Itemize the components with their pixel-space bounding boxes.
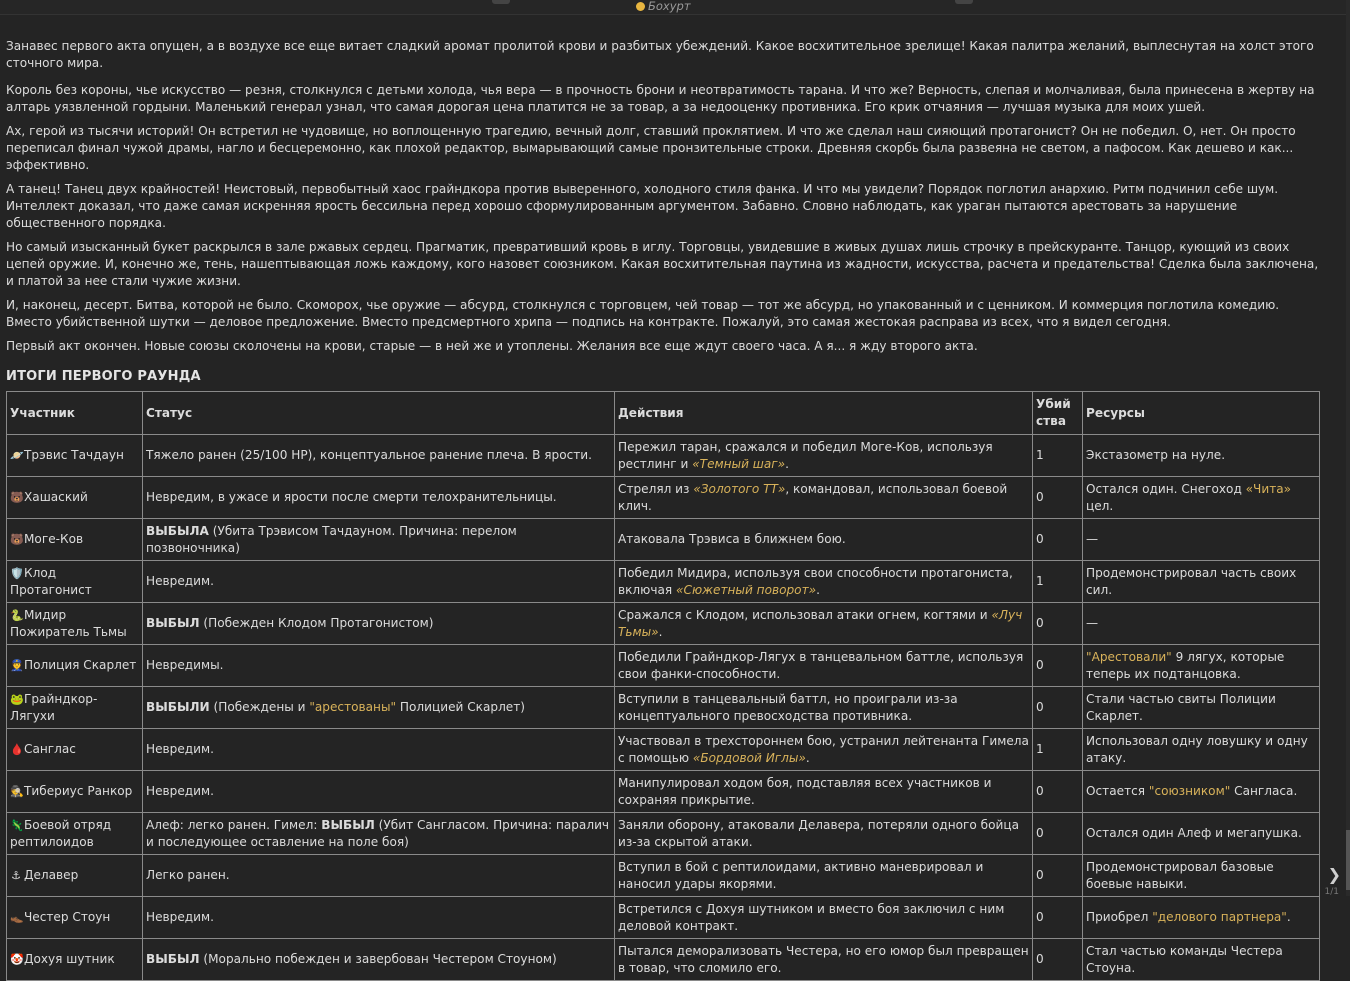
text-segment: Победили Грайндкор-Лягух в танцевальном баттле, используя свои фанки-способности. xyxy=(618,649,1024,681)
text-segment: Тяжело ранен (25/100 HP), концептуальное ранение плеча. В ярости. xyxy=(146,448,593,462)
text-segment: "арестованы" xyxy=(309,700,397,714)
text-segment: Невредим. xyxy=(146,784,214,798)
kills-cell: 0 xyxy=(1033,603,1083,645)
text-segment: 9 лягух, которые теперь их подтанцовка. xyxy=(1086,649,1285,681)
header-status: Статус xyxy=(143,392,615,435)
participant-icon: 🐸 xyxy=(10,692,24,706)
actions-cell xyxy=(615,519,1033,561)
participant-cell xyxy=(7,435,143,477)
participant-name: Тибериус Ранкор xyxy=(24,784,133,798)
kills-cell: 1 xyxy=(1033,435,1083,477)
status-cell xyxy=(143,519,615,561)
text-segment: Использовал одну ловушку и одну атаку. xyxy=(1086,733,1308,765)
resources-cell xyxy=(1083,687,1320,729)
participant-cell xyxy=(7,897,143,939)
participant-cell xyxy=(7,519,143,561)
text-segment: «Луч Тьмы» xyxy=(618,607,1023,639)
resources-cell xyxy=(1083,813,1320,855)
page-counter: 1/1 xyxy=(1324,887,1339,897)
text-segment: Продемонстрировал часть своих сил. xyxy=(1086,565,1297,597)
actions-cell xyxy=(615,771,1033,813)
participant-icon: 🐍 xyxy=(10,608,24,622)
actions-cell xyxy=(615,939,1033,981)
participant-cell xyxy=(7,771,143,813)
participant-name: Боевой отряд рептилоидов xyxy=(10,817,112,849)
chevron-right-icon[interactable]: ❯ xyxy=(1327,865,1341,884)
participant-name: Санглас xyxy=(24,742,76,756)
scrollbar[interactable] xyxy=(1346,0,1350,896)
participant-cell xyxy=(7,561,143,603)
text-segment: Пытался деморализовать Честера, но его юмор был превращен в товар, что сломило его. xyxy=(618,943,1029,975)
text-segment: Легко ранен. xyxy=(146,868,230,882)
text-segment: Экстазометр на нуле. xyxy=(1086,448,1226,462)
narration-paragraph: Занавес первого акта опущен, а в воздухе все еще витает сладкий аромат пролитой крови и разбитых убеждений. Какое восхитительное зрелище! Какая палитра желаний, выплеснутая на холст этого сточного мира. xyxy=(6,39,1314,70)
text-segment: Остался один Алеф и мегапушка. xyxy=(1086,826,1302,840)
status-cell xyxy=(143,939,615,981)
participant-cell xyxy=(7,939,143,981)
text-segment: Атаковала Трэвиса в ближнем бою. xyxy=(618,532,846,546)
narration xyxy=(6,38,1328,355)
message-header xyxy=(636,0,691,15)
resources-cell xyxy=(1083,855,1320,897)
kills-cell: 0 xyxy=(1033,771,1083,813)
text-segment: ВЫБЫЛ xyxy=(321,817,375,832)
participant-icon: ⚓ xyxy=(11,869,21,882)
narration-paragraph: И, наконец, десерт. Битва, которой не было. Скоморох, чье оружие — абсурд, столкнулся с торговцем, чей товар — тот же абсурд, но упакованный и с ценником. И коммерция поглотила комедию. Вместо убийственной шутки — деловое предложение. Вместо предсмертного хрипа — подпись на контракте. Пожалуй, это самая жестокая расправа из всех, что я видел сегодня. xyxy=(6,298,1280,329)
text-segment: Алеф: легко ранен. Гимел: xyxy=(146,817,322,832)
kills-cell: 0 xyxy=(1033,939,1083,981)
narration-paragraph: Король без короны, чье искусство — резня, столкнулся с детьми холода, чья вера — в прочность брони и неотвратимость тарана. И что же? Верность, слепая и молчаливая, была принесена в жертву на алтарь уязвленной гордыни. Маленький генерал узнал, что самая дорогая цена платится не за товар, а за недооценку противника. Его крик отчаяния — лучшая музыка для моих ушей. xyxy=(6,83,1315,114)
table-row xyxy=(7,813,1320,855)
participant-name: Моге-Ков xyxy=(24,532,84,546)
actions-cell xyxy=(615,729,1033,771)
actions-cell xyxy=(615,813,1033,855)
text-segment: . xyxy=(1286,910,1291,924)
participant-cell xyxy=(7,603,143,645)
text-segment: ВЫБЫЛА xyxy=(146,523,209,538)
status-cell xyxy=(143,729,615,771)
participant-name: Мидир Пожиратель Тьмы xyxy=(10,607,127,639)
text-segment: «Сюжетный поворот» xyxy=(676,582,817,597)
toolbar-tab-indicator[interactable] xyxy=(955,0,973,4)
table-row xyxy=(7,939,1320,981)
status-cell xyxy=(143,771,615,813)
status-cell xyxy=(143,477,615,519)
text-segment: "Арестовали" xyxy=(1086,649,1172,664)
text-segment: «Темный шаг» xyxy=(692,456,786,471)
resources-cell xyxy=(1083,771,1320,813)
participant-name: Грайндкор-Лягухи xyxy=(10,691,98,723)
text-segment: Стали частью свиты Полиции Скарлет. xyxy=(1086,691,1276,723)
participant-cell xyxy=(7,813,143,855)
text-segment: (Морально побежден и завербован Честером Стоуном) xyxy=(199,952,557,966)
table-row xyxy=(7,519,1320,561)
participant-name: Трэвис Тачдаун xyxy=(24,448,124,462)
resources-cell xyxy=(1083,729,1320,771)
table-row xyxy=(7,603,1320,645)
header-resources: Ресурсы xyxy=(1083,392,1320,435)
text-segment: . xyxy=(785,456,789,471)
text-segment: — xyxy=(1086,616,1099,630)
participant-icon: 🦎 xyxy=(10,818,24,832)
text-segment: "делового партнера" xyxy=(1152,910,1287,924)
text-segment: Манипулировал ходом боя, подставляя всех участников и сохраняя прикрытие. xyxy=(618,775,992,807)
coin-icon xyxy=(636,2,645,11)
text-segment: Невредим. xyxy=(146,910,214,924)
text-segment: , командовал, использовал боевой клич. xyxy=(618,481,1008,513)
text-segment: ВЫБЫЛ xyxy=(146,616,200,630)
text-segment: Остается xyxy=(1086,784,1149,798)
actions-cell xyxy=(615,687,1033,729)
status-cell xyxy=(143,603,615,645)
text-segment: «Бордовой Иглы» xyxy=(692,750,806,765)
header-actions: Действия xyxy=(615,392,1033,435)
text-segment: Невредим. xyxy=(146,742,214,756)
text-segment: Сражался с Клодом, использовал атаки огнем, когтями и xyxy=(618,607,992,622)
table-row xyxy=(7,771,1320,813)
table-header-row xyxy=(7,392,1320,435)
narration-paragraph: Ах, герой из тысячи историй! Он встретил не чудовище, но воплощенную трагедию, вечный долг, ставший проклятием. И что же сделал наш сияющий протагонист? Он не победил. О, нет. Он просто переписал финал чужой драмы, нагло и бесцеремонно, как плохой редактор, вымарывающий самые пронзительные строки. Древняя скорбь была развеяна не светом, а пафосом. Как дешево и как... эффективно. xyxy=(6,124,1296,172)
actions-cell xyxy=(615,897,1033,939)
status-cell xyxy=(143,855,615,897)
resources-cell xyxy=(1083,477,1320,519)
participant-cell xyxy=(7,645,143,687)
participant-icon: 👮 xyxy=(10,659,24,672)
resources-cell xyxy=(1083,939,1320,981)
resources-cell xyxy=(1083,561,1320,603)
participant-icon: 🤡 xyxy=(10,953,24,966)
kills-cell: 1 xyxy=(1033,561,1083,603)
status-cell xyxy=(143,561,615,603)
text-segment: Стрелял из xyxy=(618,481,694,496)
participant-icon: 🪐 xyxy=(10,449,24,462)
results-table xyxy=(6,391,1320,981)
text-segment: Пережил таран, сражался и победил Моге-Ков, используя рестлинг и xyxy=(618,439,993,471)
kills-cell: 0 xyxy=(1033,897,1083,939)
participant-icon: 🕵️ xyxy=(10,785,24,798)
status-cell xyxy=(143,645,615,687)
narration-paragraph: Но самый изысканный букет раскрылся в зале ржавых сердец. Прагматик, превративший кровь в иглу. Торговцы, увидевшие в живых душах лишь строчку в прейскуранте. Танцор, кующий из своих цепей оружие. И, конечно же, тень, нашептывающая ложь каждому, кого назовет союзником. Какая восхитительная паутина из жадности, искусства, расчета и предательства! Сделка была заключена, и платой за нее стали чужие жизни. xyxy=(6,240,1319,288)
participant-cell xyxy=(7,687,143,729)
actions-cell xyxy=(615,645,1033,687)
resources-cell xyxy=(1083,603,1320,645)
participant-cell xyxy=(7,477,143,519)
status-cell xyxy=(143,813,615,855)
text-segment: Сангласа. xyxy=(1230,784,1298,798)
text-segment: (Убит Сангласом. Причина: паралич и последующее оставление на поле боя) xyxy=(146,817,610,849)
header-participant: Участник xyxy=(7,392,143,435)
actions-cell xyxy=(615,561,1033,603)
text-segment: Полицией Скарлет) xyxy=(396,700,526,714)
text-segment: ВЫБЫЛ xyxy=(146,952,200,966)
participant-name: Клод Протагонист xyxy=(10,565,92,597)
text-segment: . xyxy=(816,582,820,597)
participant-name: Хашаский xyxy=(24,490,88,504)
text-segment: Вступили в танцевальный баттл, но проиграли из-за концептуального превосходства противника. xyxy=(618,691,958,723)
text-segment: Невредим. xyxy=(146,574,214,588)
actions-cell xyxy=(615,603,1033,645)
narration-paragraph: А танец! Танец двух крайностей! Неистовый, первобытный хаос грайндкора против выверенного, холодного стиля фанка. И что мы увидели? Порядок поглотил анархию. Ритм подчинил себе шум. Интеллект доказал, что даже самая искренняя ярость бессильна перед хорошо сформулированным аргументом. Забавно. Словно наблюдать, как ураган пытаются арестовать за нарушение общественного порядка. xyxy=(6,182,1279,230)
status-cell xyxy=(143,687,615,729)
message-body xyxy=(6,38,1328,981)
header-kills: Убий ства xyxy=(1033,392,1083,435)
text-segment: . xyxy=(805,750,810,765)
resources-cell xyxy=(1083,435,1320,477)
table-row xyxy=(7,645,1320,687)
kills-cell: 0 xyxy=(1033,519,1083,561)
text-segment: (Побеждены и xyxy=(209,700,310,714)
text-segment: Заняли оборону, атаковали Делавера, потеряли одного бойца из-за скрытой атаки. xyxy=(618,817,1019,849)
text-segment: Победил Мидира, используя свои способности протагониста, включая xyxy=(618,565,1013,597)
text-segment: — xyxy=(1086,532,1099,546)
status-cell xyxy=(143,897,615,939)
text-segment: Невредимы. xyxy=(146,658,224,672)
text-segment: ВЫБЫЛИ xyxy=(146,700,210,714)
participant-name: Дохуя шутник xyxy=(24,952,115,966)
text-segment: Невредим, в ужасе и ярости после смерти телохранительницы. xyxy=(146,490,557,504)
participant-icon: 🐻 xyxy=(10,491,24,504)
actions-cell xyxy=(615,855,1033,897)
actions-cell xyxy=(615,435,1033,477)
participant-icon: 🩸 xyxy=(10,743,24,756)
actions-cell xyxy=(615,477,1033,519)
text-segment: Участвовал в трехстороннем бою, устранил лейтенанта Гимела с помощью xyxy=(618,733,1029,765)
toolbar-tab-indicator[interactable] xyxy=(492,0,510,4)
table-row xyxy=(7,561,1320,603)
text-segment: Вступил в бой с рептилоидами, активно маневрировал и наносил удары якорями. xyxy=(618,859,984,891)
text-segment: «Золотого ТТ» xyxy=(693,481,786,496)
table-row xyxy=(7,855,1320,897)
kills-cell: 1 xyxy=(1033,729,1083,771)
text-segment: . xyxy=(658,624,663,639)
text-segment: (Побежден Клодом Протагонистом) xyxy=(199,616,434,630)
text-segment: Остался один. Снегоход xyxy=(1086,481,1246,496)
text-segment: Стал частью команды Честера Стоуна. xyxy=(1086,943,1283,975)
text-segment: Продемонстрировал базовые боевые навыки. xyxy=(1086,859,1274,891)
scrollbar-thumb[interactable] xyxy=(1346,830,1350,890)
participant-name: Полиция Скарлет xyxy=(24,658,137,672)
table-row xyxy=(7,687,1320,729)
participant-cell xyxy=(7,855,143,897)
status-cell xyxy=(143,435,615,477)
resources-cell xyxy=(1083,897,1320,939)
message-author: Бохурт xyxy=(648,0,691,13)
kills-cell: 0 xyxy=(1033,477,1083,519)
participant-icon: 🛡️ xyxy=(10,566,24,580)
resources-cell xyxy=(1083,645,1320,687)
text-segment: (Убита Трэвисом Тачдауном. Причина: перелом позвоночника) xyxy=(146,523,517,555)
text-segment: Встретился с Дохуя шутником и вместо боя заключил с ним деловой контракт. xyxy=(618,901,1005,933)
text-segment: Приобрел xyxy=(1086,910,1153,924)
participant-name: Делавер xyxy=(24,868,79,882)
table-row xyxy=(7,477,1320,519)
narration-paragraph: Первый акт окончен. Новые союзы сколочены на крови, старые — в ней же и утоплены. Желания все еще ждут своего часа. А я... я жду второго акта. xyxy=(6,339,978,353)
table-row xyxy=(7,435,1320,477)
participant-icon: 🐻 xyxy=(10,533,24,546)
table-row xyxy=(7,729,1320,771)
text-segment: «Чита» xyxy=(1245,481,1292,496)
text-segment: "союзником" xyxy=(1148,784,1231,798)
resources-cell xyxy=(1083,519,1320,561)
participant-name: Честер Стоун xyxy=(24,910,111,924)
kills-cell: 0 xyxy=(1033,813,1083,855)
kills-cell: 0 xyxy=(1033,645,1083,687)
text-segment: цел. xyxy=(1086,498,1114,513)
table-row xyxy=(7,897,1320,939)
kills-cell: 0 xyxy=(1033,687,1083,729)
section-title: ИТОГИ ПЕРВОГО РАУНДА xyxy=(6,369,201,384)
participant-icon: 👞 xyxy=(10,911,24,924)
kills-cell: 0 xyxy=(1033,855,1083,897)
participant-cell xyxy=(7,729,143,771)
